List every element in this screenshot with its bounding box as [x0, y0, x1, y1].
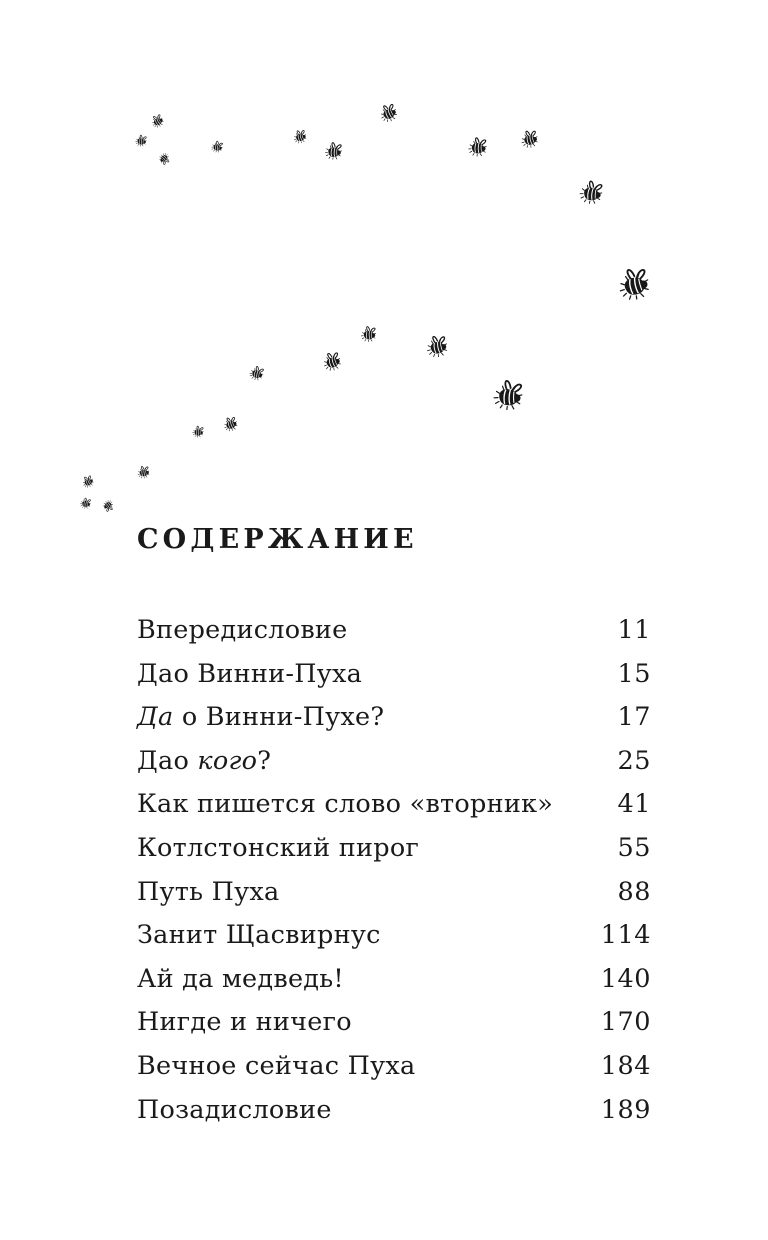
- bee-icon: [319, 349, 345, 375]
- toc-entry-title: Нигде и ничего: [137, 1007, 352, 1038]
- toc-entry-title: Позадисловие: [137, 1094, 332, 1125]
- toc-entry-page: 114: [600, 920, 651, 951]
- bee-icon: [147, 111, 167, 131]
- bee-icon: [155, 149, 173, 167]
- bee-icon: [464, 134, 489, 159]
- toc-entry-page: 189: [600, 1094, 651, 1125]
- bee-icon: [358, 324, 378, 344]
- toc-list: [137, 609, 651, 1132]
- toc-entry-page: 25: [617, 745, 651, 776]
- toc-row: [137, 783, 651, 827]
- bee-icon: [99, 496, 117, 514]
- toc-entry-title: Как пишется слово «вторник»: [137, 789, 554, 820]
- toc-entry-page: 41: [617, 789, 651, 820]
- bee-icon: [321, 139, 345, 163]
- toc-entry-title: Да о Винни-Пухе?: [137, 702, 385, 733]
- toc-entry-page: 88: [617, 876, 651, 907]
- toc-row: [137, 609, 651, 653]
- toc-entry-page: 184: [600, 1050, 651, 1081]
- toc-entry-page: 17: [617, 702, 651, 733]
- toc-row: [137, 1089, 651, 1133]
- bee-icon: [190, 424, 206, 440]
- toc-entry-page: 15: [617, 658, 651, 689]
- toc-entry-title: Путь Пуха: [137, 876, 280, 907]
- bee-icon: [488, 376, 529, 417]
- bee-icon: [613, 264, 656, 307]
- bee-icon: [79, 473, 97, 491]
- page-title: СОДЕРЖАНИЕ: [137, 524, 418, 555]
- toc-entry-title: Вечное сейчас Пуха: [137, 1050, 416, 1081]
- toc-row: [137, 1001, 651, 1045]
- toc-row: [137, 914, 651, 958]
- toc-row: [137, 958, 651, 1002]
- toc-row: [137, 871, 651, 915]
- toc-row: [137, 827, 651, 871]
- bee-icon: [291, 128, 310, 147]
- toc-entry-page: 140: [600, 963, 651, 994]
- toc-entry-page: 55: [617, 832, 651, 863]
- toc-entry-page: 11: [617, 615, 651, 645]
- bee-icon: [375, 100, 401, 126]
- toc-row: [137, 740, 651, 784]
- toc-entry-title: Занит Щасвирнус: [137, 920, 381, 951]
- toc-row: [137, 1045, 651, 1089]
- toc-entry-title: Котлстонский пирог: [137, 832, 420, 863]
- toc-entry-title: Впередисловие: [137, 615, 348, 645]
- toc-entry-title: Ай да медведь!: [137, 963, 344, 994]
- toc-row: [137, 653, 651, 697]
- bee-icon: [220, 414, 241, 435]
- toc-row: [137, 696, 651, 740]
- bee-icon: [133, 133, 149, 149]
- toc-entry-title: Дао кого?: [137, 745, 272, 776]
- bee-icon: [517, 127, 541, 151]
- toc-entry-title: Дао Винни-Пуха: [137, 658, 363, 689]
- bee-icon: [135, 464, 151, 480]
- bee-icon: [245, 362, 266, 383]
- bee-icon: [208, 138, 225, 155]
- bee-icon: [77, 495, 92, 510]
- bee-icon: [423, 333, 452, 362]
- toc-entry-page: 170: [600, 1007, 651, 1038]
- bee-icon: [574, 176, 607, 209]
